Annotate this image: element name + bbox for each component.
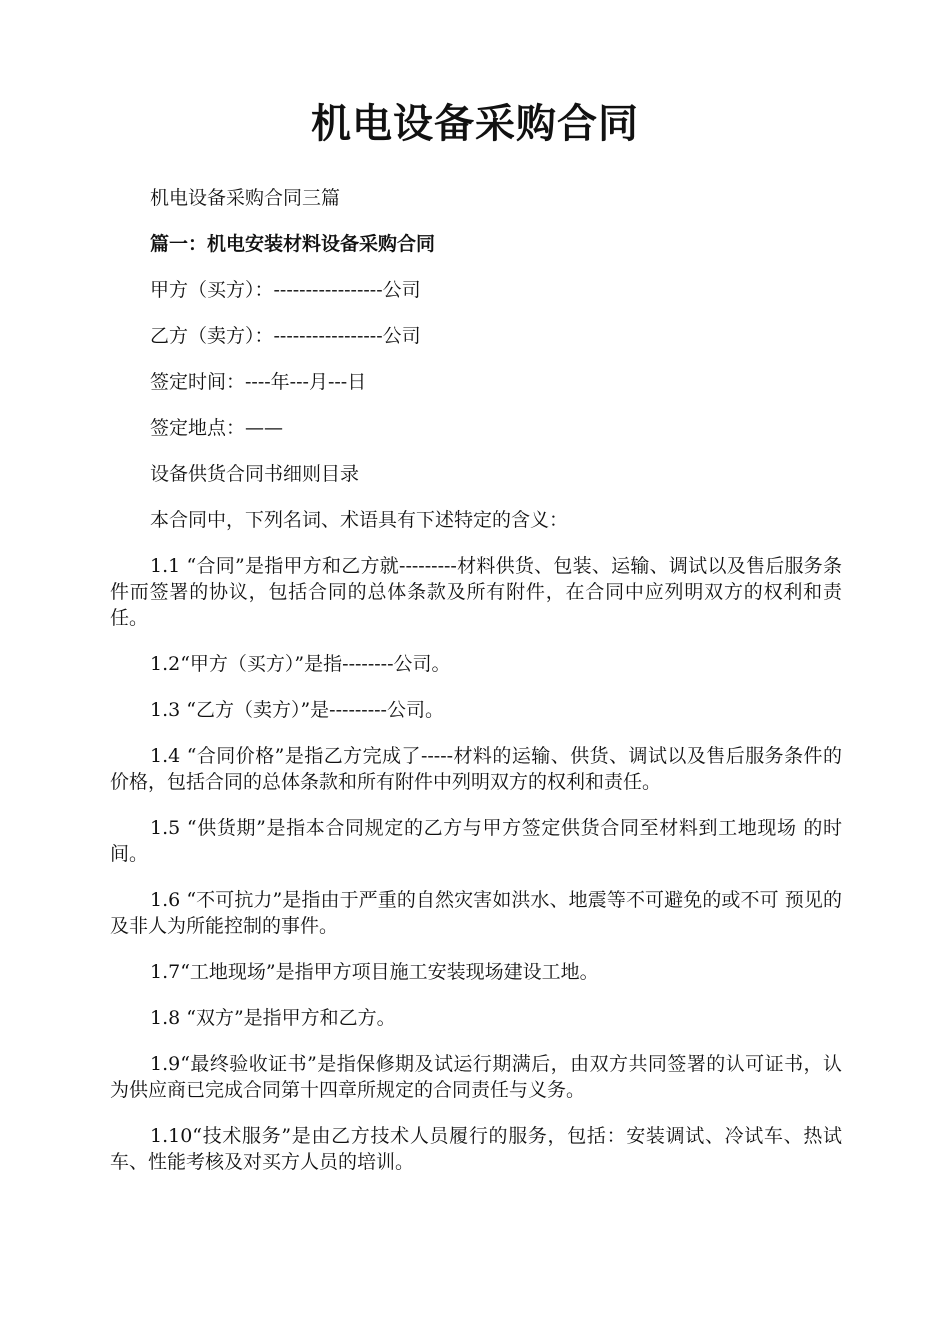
definitions-intro: 本合同中，下列名词、术语具有下述特定的含义： xyxy=(150,509,569,531)
clause-1-2: 1.2“甲方（买方）”是指--------公司。 xyxy=(150,653,451,675)
signing-place-line: 签定地点：—— xyxy=(150,417,284,439)
section-heading: 篇一：机电安装材料设备采购合同 xyxy=(150,233,436,255)
subtitle-paragraph: 机电设备采购合同三篇 xyxy=(150,187,341,209)
clause-1-10: 1.10“技术服务”是由乙方技术人员履行的服务，包括：安装调试、冷试车、热试车、性能考核及对买方人员的培训。 xyxy=(110,1125,842,1173)
signing-date-line: 签定时间：----年---月---日 xyxy=(150,371,367,393)
clause-1-4: 1.4 “合同价格”是指乙方完成了-----材料的运输、供货、调试以及售后服务条件的价格，包括合同的总体条款和所有附件中列明双方的权利和责任。 xyxy=(110,745,842,793)
document-body xyxy=(110,185,842,1195)
clause-1-5: 1.5 “供货期”是指本合同规定的乙方与甲方签定供货合同至材料到工地现场 的时间。 xyxy=(110,817,842,865)
party-b-line: 乙方（卖方）：-----------------公司 xyxy=(150,325,421,347)
clause-1-9: 1.9“最终验收证书”是指保修期及试运行期满后，由双方共同签署的认可证书，认为供应商已完成合同第十四章所规定的合同责任与义务。 xyxy=(110,1053,842,1101)
clause-1-6: 1.6 “不可抗力”是指由于严重的自然灾害如洪水、地震等不可避免的或不可 预见的及非人为所能控制的事件。 xyxy=(110,889,842,937)
clause-1-3: 1.3 “乙方（卖方）”是---------公司。 xyxy=(150,699,444,721)
document-title: 机电设备采购合同 xyxy=(311,101,639,147)
clause-1-7: 1.7“工地现场”是指甲方项目施工安装现场建设工地。 xyxy=(150,961,599,983)
clause-1-1: 1.1 “合同”是指甲方和乙方就---------材料供货、包装、运输、调试以及售后服务条件而签署的协议，包括合同的总体条款及所有附件，在合同中应列明双方的权利和责任。 xyxy=(110,555,842,629)
contents-heading: 设备供货合同书细则目录 xyxy=(150,463,360,485)
clause-1-8: 1.8 “双方”是指甲方和乙方。 xyxy=(150,1007,396,1029)
party-a-line: 甲方（买方）：-----------------公司 xyxy=(150,279,421,301)
